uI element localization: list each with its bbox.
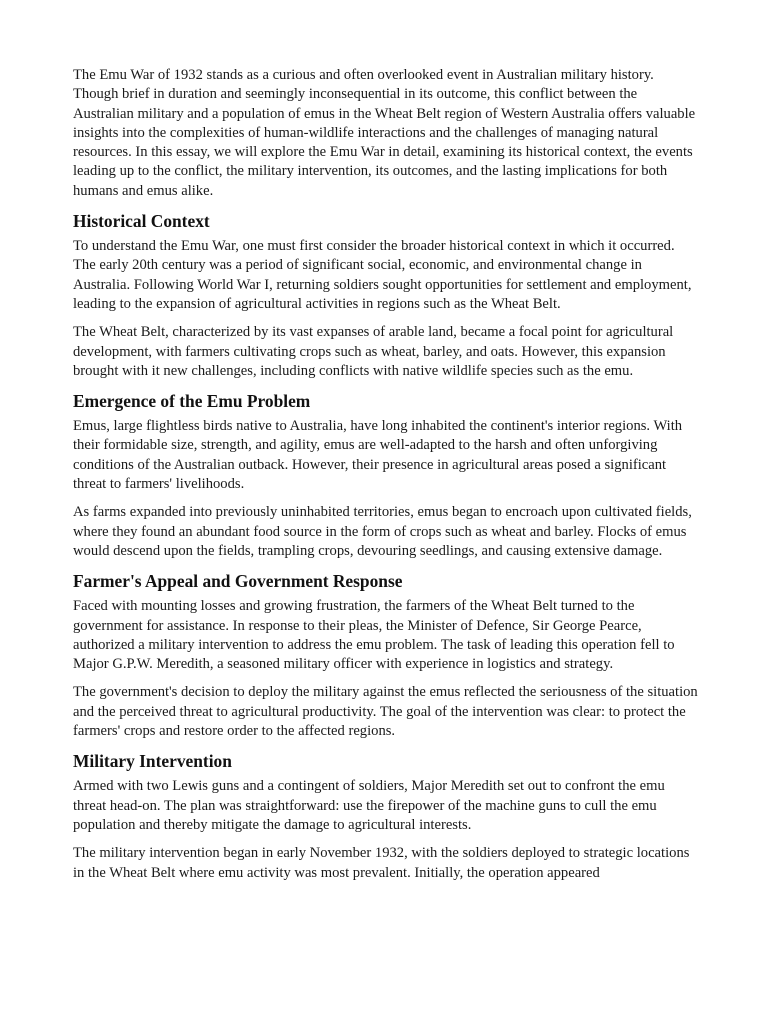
paragraph: Emus, large flightless birds native to Australia, have long inhabited the continent's interior regions. With their formidable size, strength, and agility, emus are well-adapted to the harsh and often unforgiving conditions of the Australian outback. However, their presence in agricultural areas posed a significant threat to farmers' livelihoods. (73, 418, 683, 493)
paragraph: The Wheat Belt, characterized by its vast expanses of arable land, became a focal point for agricultural development, with farmers cultivating crops such as wheat, barley, and oats. However, this expansion brought with it new challenges, including conflicts with native wildlife species such as the emu. (73, 324, 674, 379)
section-heading-military-intervention: Military Intervention (73, 751, 232, 772)
paragraph: As farms expanded into previously uninhabited territories, emus began to encroach upon cultivated fields, where they found an abundant food source in the form of crops such as wheat and barley. Flocks of emus would descend upon the fields, trampling crops, devouring seedlings, and causing extensive damage. (73, 504, 692, 559)
section-heading-emu-problem: Emergence of the Emu Problem (73, 391, 311, 412)
section-heading-historical-context: Historical Context (73, 211, 210, 232)
paragraph: Armed with two Lewis guns and a contingent of soldiers, Major Meredith set out to confront the emu threat head-on. The plan was straightforward: use the firepower of the machine guns to cull the emu population and thereby mitigate the damage to agricultural interests. (73, 778, 665, 833)
paragraph: To understand the Emu War, one must first consider the broader historical context in which it occurred. The early 20th century was a period of significant social, economic, and environmental change in Australia. Following World War I, returning soldiers sought opportunities for settlement and employment, leading to the expansion of agricultural activities in regions such as the Wheat Belt. (73, 238, 692, 312)
intro-paragraph: The Emu War of 1932 stands as a curious and often overlooked event in Australian military history. Though brief in duration and seemingly inconsequential in its outcome, this conflict between the Australian military and a population of emus in the Wheat Belt region of Western Australia offers valuable insights into the complexities of human-wildlife interactions and the challenges of managing natural resources. In this essay, we will explore the Emu War in detail, examining its historical context, the events leading up to the conflict, the military intervention, its outcomes, and the lasting implications for both humans and emus alike. (73, 67, 696, 199)
section-heading-government-response: Farmer's Appeal and Government Response (73, 571, 403, 592)
paragraph: The military intervention began in early November 1932, with the soldiers deployed to strategic locations in the Wheat Belt where emu activity was most prevalent. Initially, the operation appeared (73, 845, 690, 881)
paragraph: The government's decision to deploy the military against the emus reflected the seriousness of the situation and the perceived threat to agricultural productivity. The goal of the intervention was clear: to protect the farmers' crops and restore order to the affected regions. (73, 684, 698, 740)
paragraph: Faced with mounting losses and growing frustration, the farmers of the Wheat Belt turned to the government for assistance. In response to their pleas, the Minister of Defence, Sir George Pearce, authorized a military intervention to address the emu problem. The task of leading this operation fell to Major G.P.W. Meredith, a seasoned military officer with experience in logistics and strategy. (73, 598, 675, 673)
document-page (73, 66, 698, 892)
